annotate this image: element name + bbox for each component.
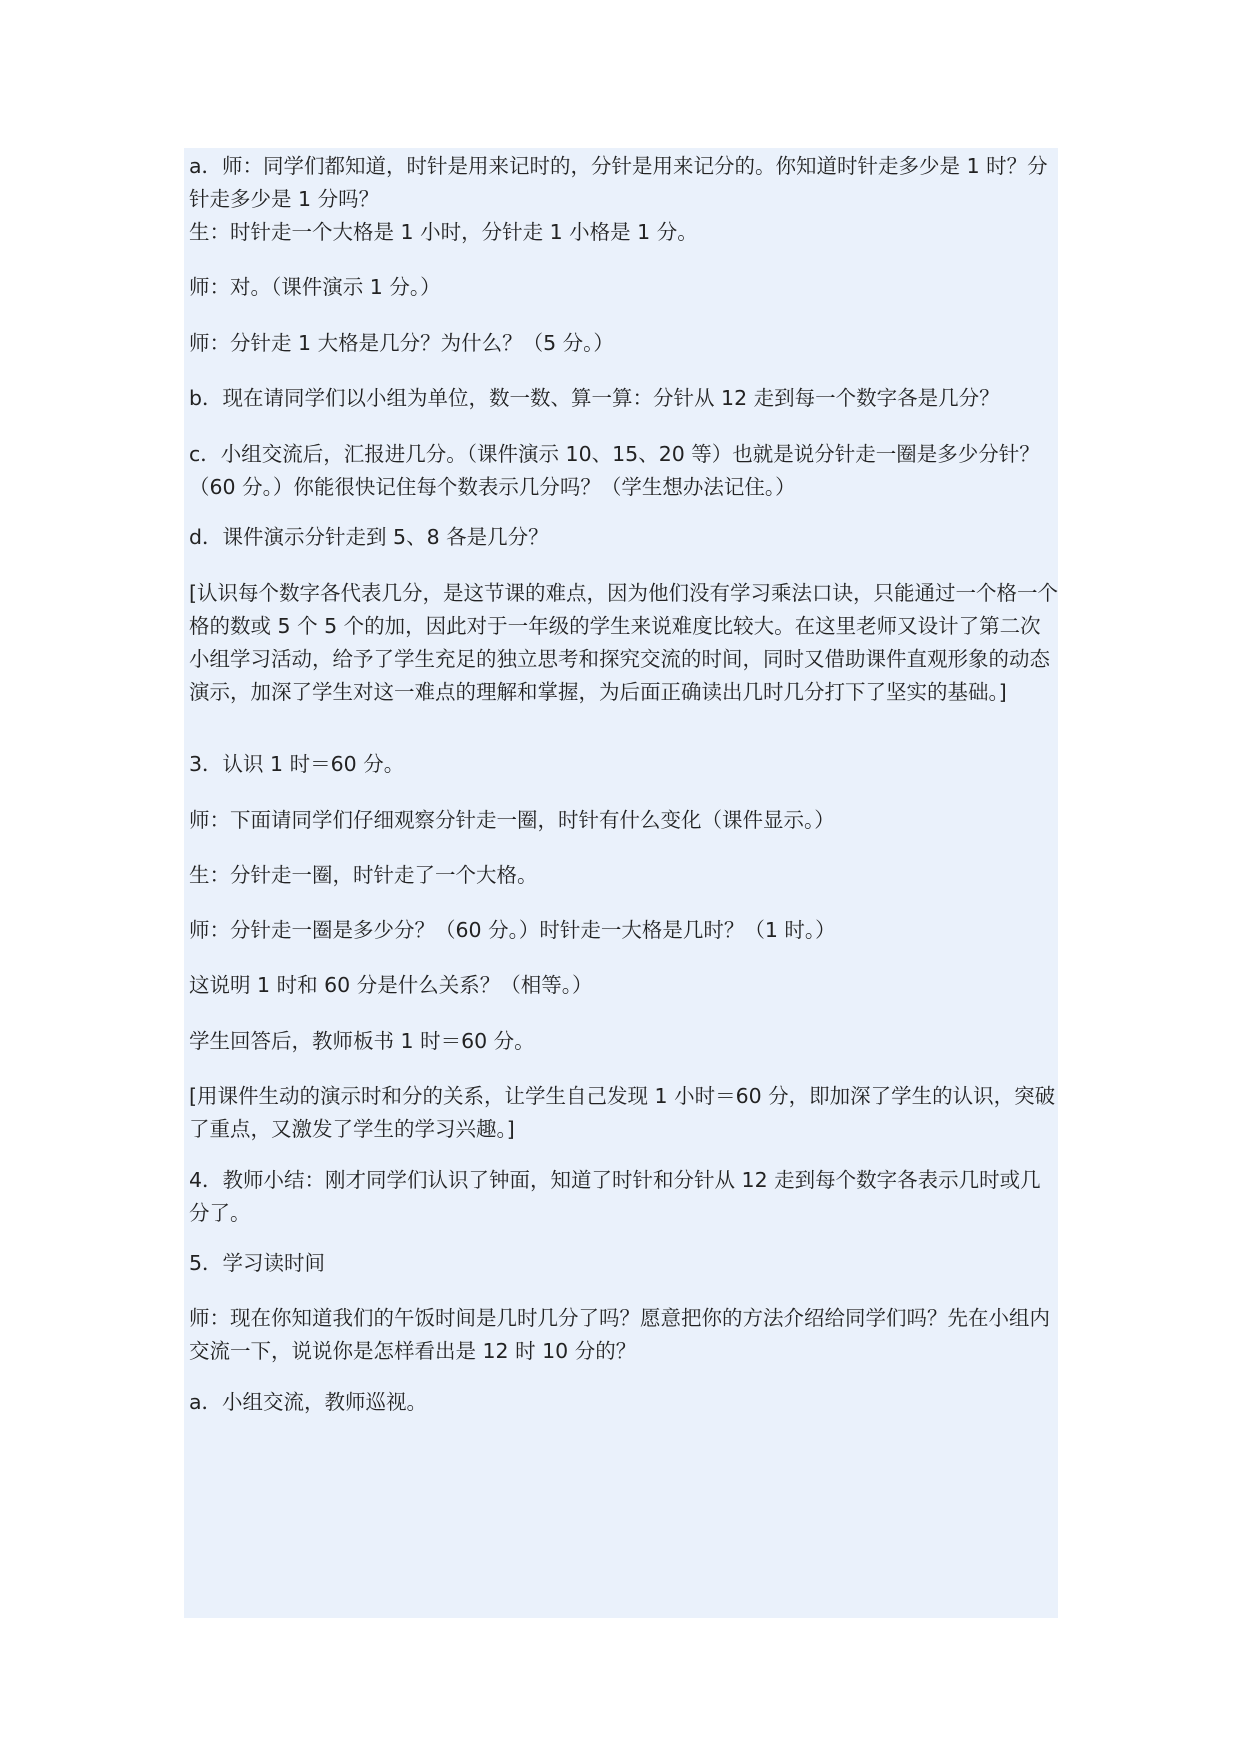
paragraph-student-answer-1: 生：时针走一个大格是 1 小时，分针走 1 小格是 1 分。 bbox=[189, 220, 698, 244]
paragraph-group-exchange: a．小组交流，教师巡视。 bbox=[189, 1390, 428, 1414]
paragraph-section-3-heading: 3．认识 1 时＝60 分。 bbox=[189, 752, 405, 776]
paragraph-board-writing: 学生回答后，教师板书 1 时＝60 分。 bbox=[189, 1029, 535, 1053]
paragraph-observe-minute-hand: 师：下面请同学们仔细观察分针走一圈，时针有什么变化（课件显示。） bbox=[189, 808, 835, 832]
paragraph-teacher-confirm: 师：对。（课件演示 1 分。） bbox=[189, 275, 441, 299]
paragraph-relation-question: 这说明 1 时和 60 分是什么关系？（相等。） bbox=[189, 973, 593, 997]
paragraph-student-answer-2: 生：分针走一圈，时针走了一个大格。 bbox=[189, 863, 538, 887]
paragraph-section-4-summary: 4．教师小结：刚才同学们认识了钟面，知道了时针和分针从 12 走到每个数字各表示几时或几分了。 bbox=[189, 1168, 1041, 1225]
paragraph-courseware-demo: d．课件演示分针走到 5、8 各是几分？ bbox=[189, 525, 549, 549]
paragraph-group-report: c．小组交流后，汇报进几分。（课件演示 10、15、20 等）也就是说分针走一圈是多少分针？（60 分。）你能很快记住每个数表示几分吗？（学生想办法记住。） bbox=[189, 442, 1040, 499]
paragraph-section-5-heading: 5．学习读时间 bbox=[189, 1251, 326, 1275]
paragraph-group-count: b．现在请同学们以小组为单位，数一数、算一算：分针从 12 走到每一个数字各是几分？ bbox=[189, 386, 1000, 410]
paragraph-clock-hands-question: a．师：同学们都知道，时针是用来记时的，分针是用来记分的。你知道时针走多少是 1 时？分针走多少是 1 分吗？ bbox=[189, 154, 1048, 211]
paragraph-difficulty-commentary: [认识每个数字各代表几分，是这节课的难点，因为他们没有学习乘法口诀，只能通过一个格一个格的数或 5 个 5 个的加，因此对于一年级的学生来说难度比较大。在这里老师又设计了第二次小组学习活动，给予了学生充足的独立思考和探究交流的时间，同时又借助课件直观形象的动态演示，加深了学生对这一难点的理解和掌握，为后面正确读出几时几分打下了坚实的基础。] bbox=[189, 581, 1058, 704]
paragraph-relation-commentary: [用课件生动的演示时和分的关系，让学生自己发现 1 小时＝60 分，即加深了学生的认识，突破了重点，又激发了学生的学习兴趣。] bbox=[189, 1084, 1056, 1141]
paragraph-big-division-question: 师：分针走 1 大格是几分？为什么？（5 分。） bbox=[189, 331, 614, 355]
paragraph-teacher-question-60: 师：分针走一圈是多少分？（60 分。）时针走一大格是几时？（1 时。） bbox=[189, 918, 836, 942]
paragraph-lunch-time-question: 师：现在你知道我们的午饭时间是几时几分了吗？愿意把你的方法介绍给同学们吗？先在小组内交流一下，说说你是怎样看出是 12 时 10 分的？ bbox=[189, 1306, 1050, 1363]
